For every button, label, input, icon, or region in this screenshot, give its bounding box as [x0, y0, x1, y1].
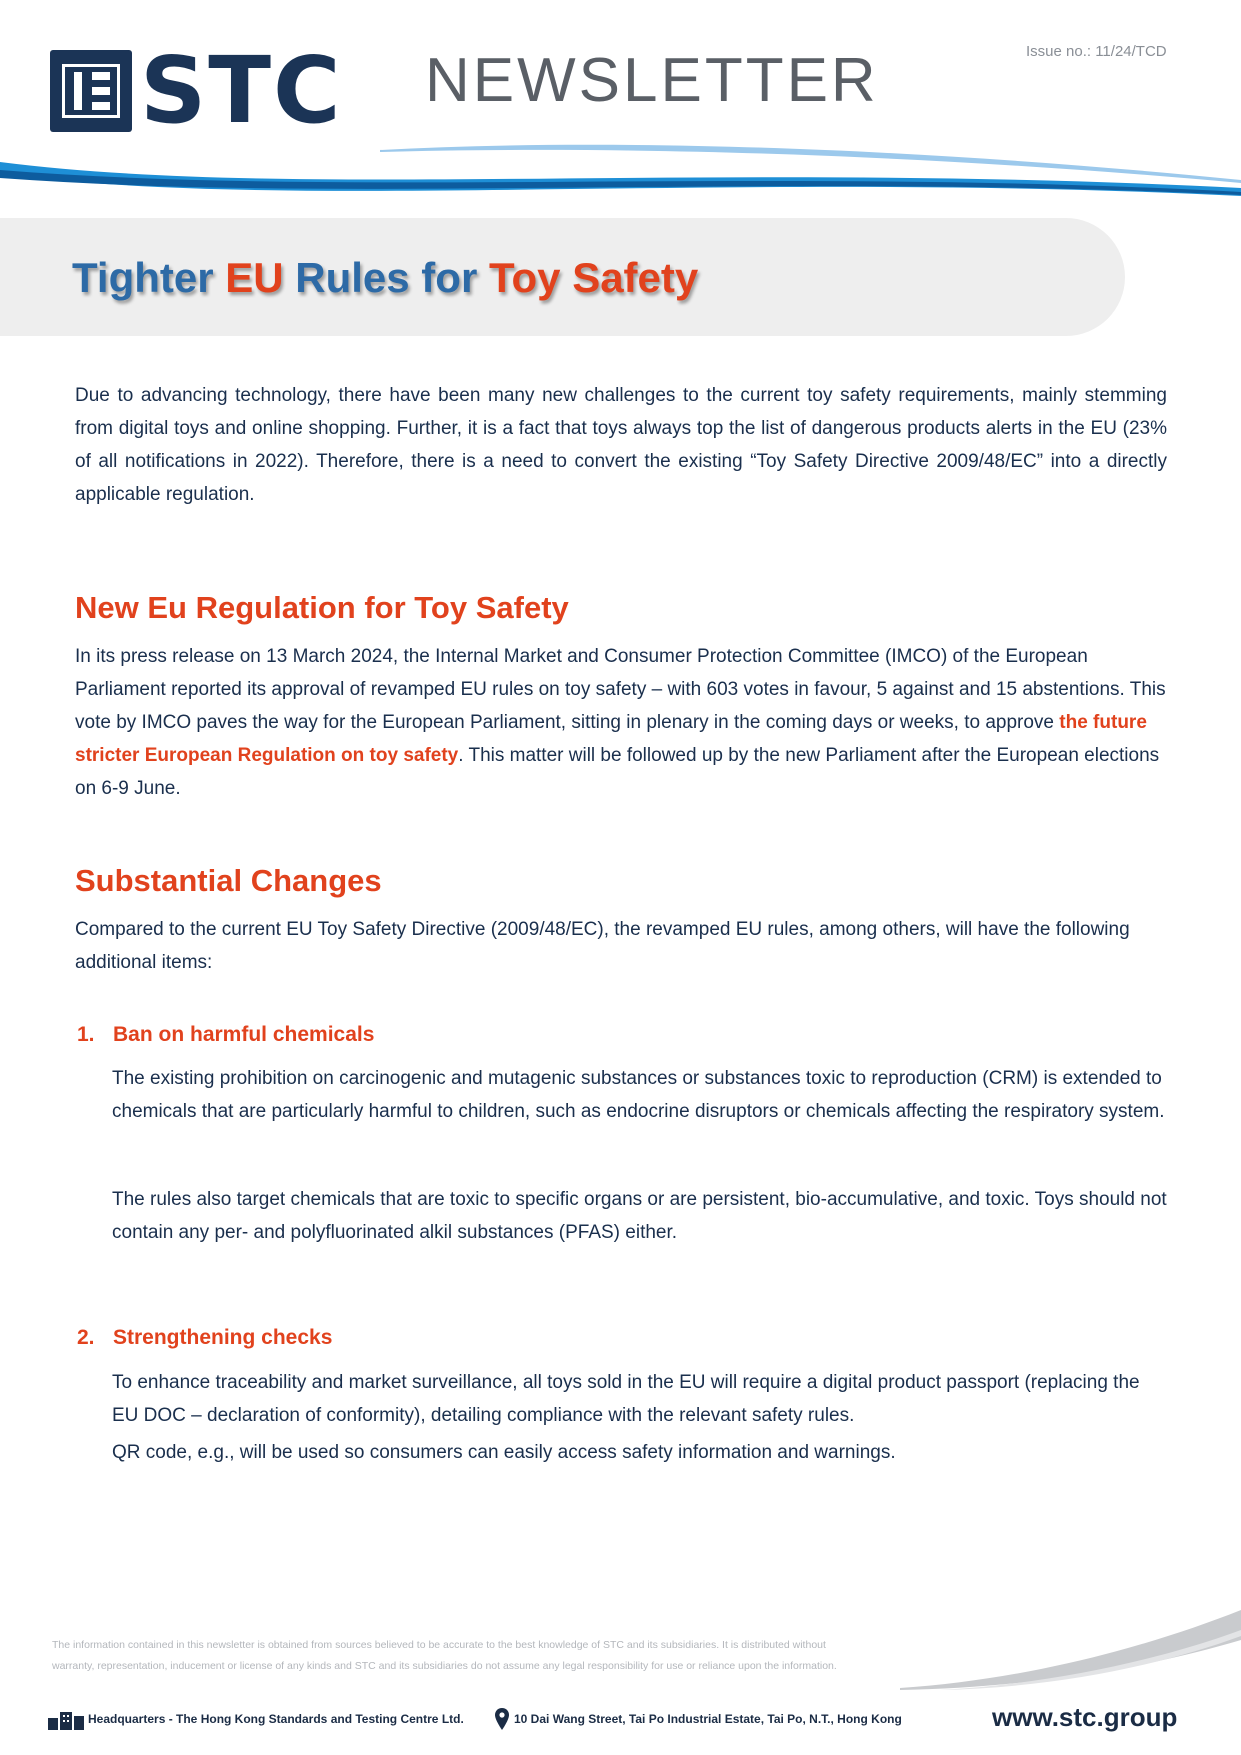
item-2-paragraph-1: To enhance traceability and market surveillance, all toys sold in the EU will require a digital product passport (replacing the EU DOC – declaration of conformity), detailing compliance with the relevant safety rules.: [112, 1372, 1140, 1426]
header-swoosh: [0, 140, 1241, 210]
disclaimer-line-2: warranty, representation, inducement or license of any kinds and STC and its subsidiaries do not assume any legal responsibility for use or reliance upon the information.: [52, 1660, 837, 1672]
stc-logo-mark: [50, 50, 132, 132]
section1-text-after: . This matter will be followed up by the new Parliament after the European elections on 6-9 June.: [75, 745, 1160, 799]
building-icon: [48, 1710, 84, 1730]
address-label: 10 Dai Wang Street, Tai Po Industrial Estate, Tai Po, N.T., Hong Kong: [514, 1712, 902, 1726]
section-heading-substantial-changes: Substantial Changes: [75, 863, 382, 898]
item-2-paragraph-2: QR code, e.g., will be used so consumers can easily access safety information and warnings.: [112, 1442, 896, 1463]
section2-intro: Compared to the current EU Toy Safety Directive (2009/48/EC), the revamped EU rules, among others, will have the following additional items:: [75, 919, 1130, 973]
disclaimer: [52, 1635, 982, 1677]
section1-paragraph: [75, 640, 1167, 805]
issue-number: Issue no.: 11/24/TCD: [1026, 43, 1167, 60]
website-link[interactable]: www.stc.group: [992, 1702, 1178, 1732]
title-part-4: Toy Safety: [488, 254, 699, 301]
stc-logo: [50, 37, 350, 144]
stc-logo-text: STC: [140, 37, 343, 144]
section1-highlight: the future stricter European Regulation on toy safety: [75, 712, 1147, 766]
item-1-paragraph-2: The rules also target chemicals that are toxic to specific organs or are persistent, bio-accumulative, and toxic. Toys should not contain any per- and polyfluorinated alkil substances (PFAS) either.: [112, 1189, 1167, 1243]
item-2-title: Strengthening checks: [113, 1326, 333, 1349]
item-1-paragraph-1: The existing prohibition on carcinogenic and mutagenic substances or substances toxic to reproduction (CRM) is extended to chemicals that are particularly harmful to children, such as endocrine disruptors or chemicals affecting the respiratory system.: [112, 1068, 1165, 1122]
intro-paragraph: Due to advancing technology, there have been many new challenges to the current toy safety requirements, mainly stemming from digital toys and online shopping. Further, it is a fact that toys always top the list of dangerous products alerts in the EU (23% of all notifications in 2022). Therefore, there is a need to convert the existing “Toy Safety Directive 2009/48/EC” into a directly applicable regulation.: [75, 385, 1167, 505]
item-1-title: Ban on harmful chemicals: [113, 1023, 375, 1046]
section-heading-new-regulation: New Eu Regulation for Toy Safety: [75, 590, 569, 625]
item-2-number: 2.: [77, 1326, 95, 1349]
headquarters-label: Headquarters - The Hong Kong Standards and Testing Centre Ltd.: [88, 1712, 464, 1726]
item-1-number: 1.: [77, 1023, 95, 1046]
footer-bar: [48, 1702, 1228, 1736]
title-part-2: EU: [225, 254, 284, 301]
page-title: [72, 254, 698, 302]
title-part-3: Rules for: [283, 254, 489, 301]
item-2-heading: [77, 1323, 332, 1353]
newsletter-label: NEWSLETTER: [425, 46, 879, 115]
title-part-1: Tighter: [72, 254, 226, 301]
disclaimer-line-1: The information contained in this newsletter is obtained from sources believed to be accurate to the best knowledge of STC and its subsidiaries. It is distributed without: [52, 1639, 826, 1651]
location-pin-icon: [495, 1708, 509, 1730]
item-1-heading: [77, 1020, 374, 1050]
section1-text-before: In its press release on 13 March 2024, the Internal Market and Consumer Protection Committee (IMCO) of the European Parliament reported its approval of revamped EU rules on toy safety – with 603 votes in favour, 5 against and 15 abstentions. This vote by IMCO paves the way for the European Parliament, sitting in plenary in the coming days or weeks, to approve: [75, 646, 1166, 733]
